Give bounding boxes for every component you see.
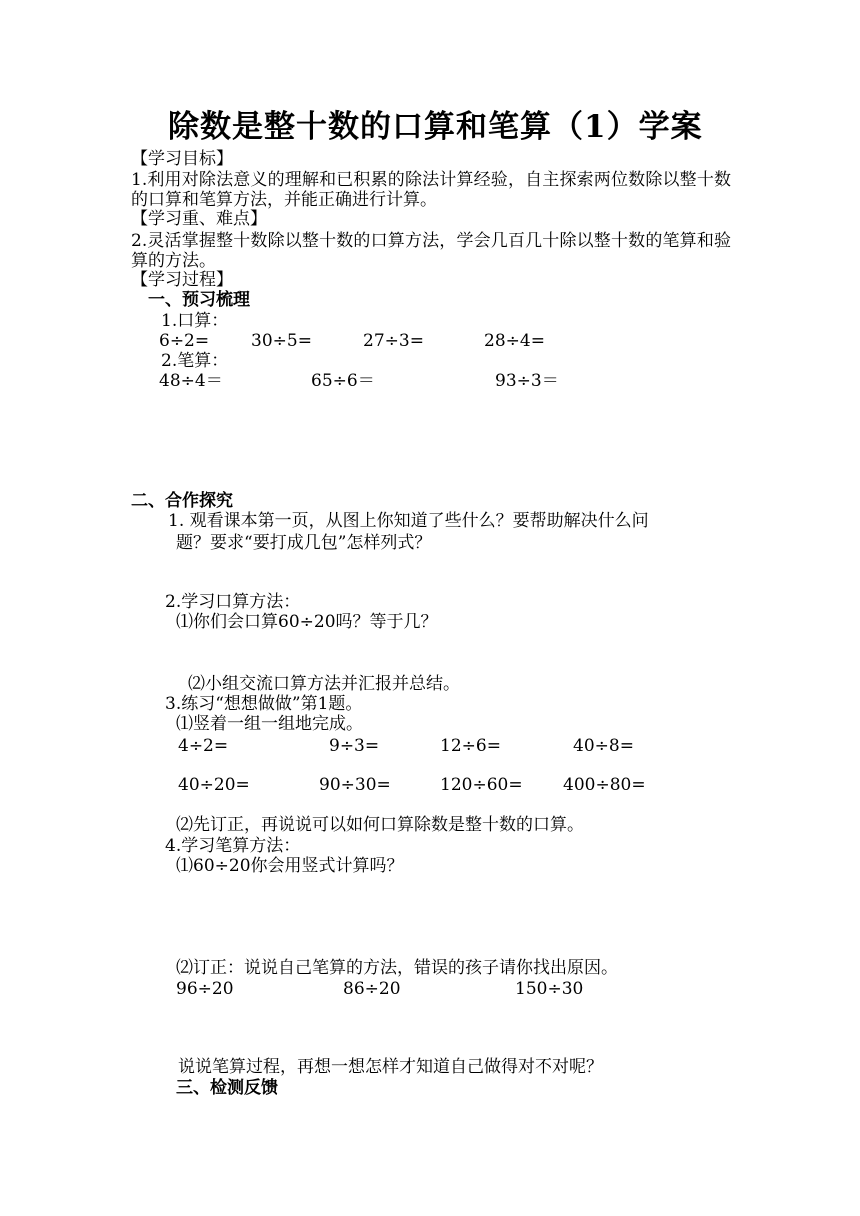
question-3b: ⑵先订正，再说说可以如何口算除数是整十数的口算。 bbox=[176, 815, 584, 835]
objectives-text: 1.利用对除法意义的理解和已积累的除法计算经验，自主探索两位数除以整十数的口算和笔算方法，并能正确进行计算。 bbox=[131, 170, 731, 211]
oral-label: 1.口算： bbox=[161, 311, 229, 331]
exercise-item: 40÷20= bbox=[178, 775, 250, 795]
exercise-item: 4÷2= bbox=[178, 736, 229, 756]
oral-item: 28÷4= bbox=[484, 331, 545, 351]
exercise-item: 400÷80= bbox=[563, 775, 646, 795]
question-1-line1: 1. 观看课本第一页，从图上你知道了些什么？要帮助解决什么问 bbox=[168, 511, 649, 531]
key-points-text: 2.灵活掌握整十数除以整十数的口算方法，学会几百几十除以整十数的笔算和验算的方法。 bbox=[131, 231, 731, 272]
oral-item: 6÷2= bbox=[159, 331, 210, 351]
exercise-item: 120÷60= bbox=[440, 775, 523, 795]
question-4b: ⑵订正：说说自己笔算的方法，错误的孩子请你找出原因。 bbox=[176, 958, 618, 978]
question-4-label: 4.学习笔算方法： bbox=[165, 836, 301, 856]
oral-item: 27÷3= bbox=[363, 331, 424, 351]
written-label: 2.笔算： bbox=[161, 351, 229, 371]
exercise-item: 90÷30= bbox=[319, 775, 391, 795]
written-item: 93÷3＝ bbox=[495, 371, 559, 391]
section1-heading: 一、预习梳理 bbox=[148, 290, 250, 310]
exercise-item: 40÷8= bbox=[573, 736, 634, 756]
oral-item: 30÷5= bbox=[251, 331, 312, 351]
section3-heading: 三、检测反馈 bbox=[176, 1078, 278, 1098]
key-points-heading: 【学习重、难点】 bbox=[131, 209, 267, 229]
written-item: 65÷6＝ bbox=[311, 371, 375, 391]
question-4a: ⑴60÷20你会用竖式计算吗？ bbox=[176, 856, 404, 876]
reflection-text: 说说笔算过程，再想一想怎样才知道自己做得对不对呢？ bbox=[178, 1057, 603, 1077]
written-exercise: 86÷20 bbox=[343, 979, 401, 999]
section2-heading: 二、合作探究 bbox=[131, 491, 233, 511]
question-3a: ⑴竖着一组一组地完成。 bbox=[176, 714, 363, 734]
question-2b: ⑵小组交流口算方法并汇报并总结。 bbox=[188, 674, 460, 694]
written-exercise: 96÷20 bbox=[176, 979, 234, 999]
question-2a: ⑴你们会口算60÷20吗？等于几？ bbox=[176, 612, 438, 632]
question-3-label: 3.练习“想想做做”第1题。 bbox=[165, 694, 363, 714]
question-1-line2: 题？要求“要打成几包”怎样列式？ bbox=[176, 533, 432, 553]
written-exercise: 150÷30 bbox=[515, 979, 584, 999]
exercise-item: 12÷6= bbox=[440, 736, 501, 756]
question-2-label: 2.学习口算方法： bbox=[165, 592, 301, 612]
written-item: 48÷4＝ bbox=[159, 371, 223, 391]
objectives-heading: 【学习目标】 bbox=[131, 149, 233, 169]
process-heading: 【学习过程】 bbox=[131, 270, 233, 290]
exercise-item: 9÷3= bbox=[329, 736, 380, 756]
page-title: 除数是整十数的口算和笔算（1）学案 bbox=[168, 109, 703, 145]
